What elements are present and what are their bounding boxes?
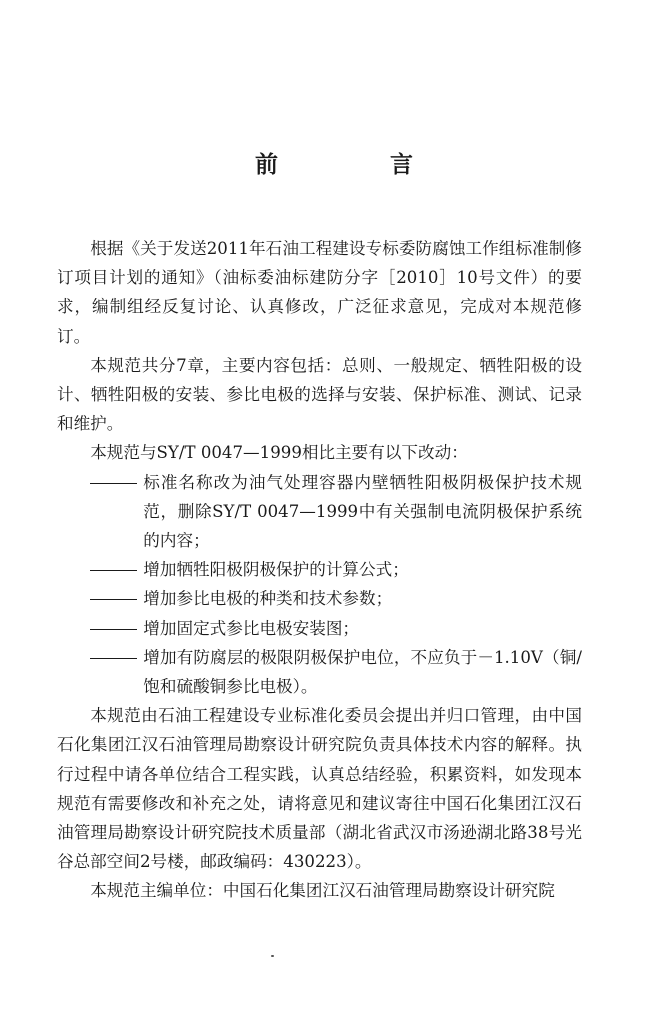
editor-unit-paragraph: 本规范主编单位：中国石化集团江汉石油管理局勘察设计研究院 (90, 881, 555, 901)
change-list-item (57, 555, 582, 584)
change-text: 增加牺牲阳极阴极保护的计算公式； (143, 560, 409, 580)
change-text: 增加有防腐层的极限阴极保护电位，不应负于－1.10V（铜/饱和硫酸铜参比电极）。 (143, 647, 582, 697)
em-dash (90, 614, 143, 643)
change-list-item (57, 643, 582, 701)
page-title: 前 言 (254, 152, 465, 178)
change-text: 增加参比电极的种类和技术参数； (143, 589, 393, 609)
management-paragraph: 本规范由石油工程建设专业标准化委员会提出并归口管理，由中国石化集团江汉石油管理局勘察设计研究院负责具体技术内容的解释。执行过程中请各单位结合工程实践，认真总结经验，积累资料，如发现本规范有需要修改和补充之处，请将意见和建议寄往中国石化集团江汉石油管理局勘察设计研究院技术质量部（湖北省武汉市汤逊湖北路38号光谷总部空间2号楼，邮政编码：430223）。 (57, 706, 582, 872)
em-dash (90, 584, 143, 613)
change-text: 标准名称改为油气处理容器内壁牺牲阳极阴极保护技术规范，删除SY/T 0047—1999中有关强制电流阴极保护系统的内容； (143, 472, 582, 551)
change-text: 增加固定式参比电极安装图； (143, 618, 360, 638)
changes-intro-paragraph: 本规范与SY/T 0047—1999相比主要有以下改动： (90, 443, 468, 463)
em-dash (90, 555, 143, 584)
scan-speck (271, 955, 274, 957)
change-list-item (57, 584, 582, 613)
change-list-item (57, 468, 582, 556)
contents-paragraph: 本规范共分7章，主要内容包括：总则、一般规定、牺牲阳极的设计、牺牲阳极的安装、参比电极的选择与安装、保护标准、测试、记录和维护。 (57, 355, 582, 434)
em-dash (90, 643, 143, 701)
em-dash (90, 468, 143, 556)
intro-paragraph: 根据《关于发送2011年石油工程建设专标委防腐蚀工作组标准制修订项目计划的通知》（油标委油标建防分字［2010］10号文件）的要求，编制组经反复讨论、认真修改，广泛征求意见，完成对本规范修订。 (57, 239, 582, 346)
document-body (57, 234, 582, 906)
change-list-item (57, 614, 582, 643)
